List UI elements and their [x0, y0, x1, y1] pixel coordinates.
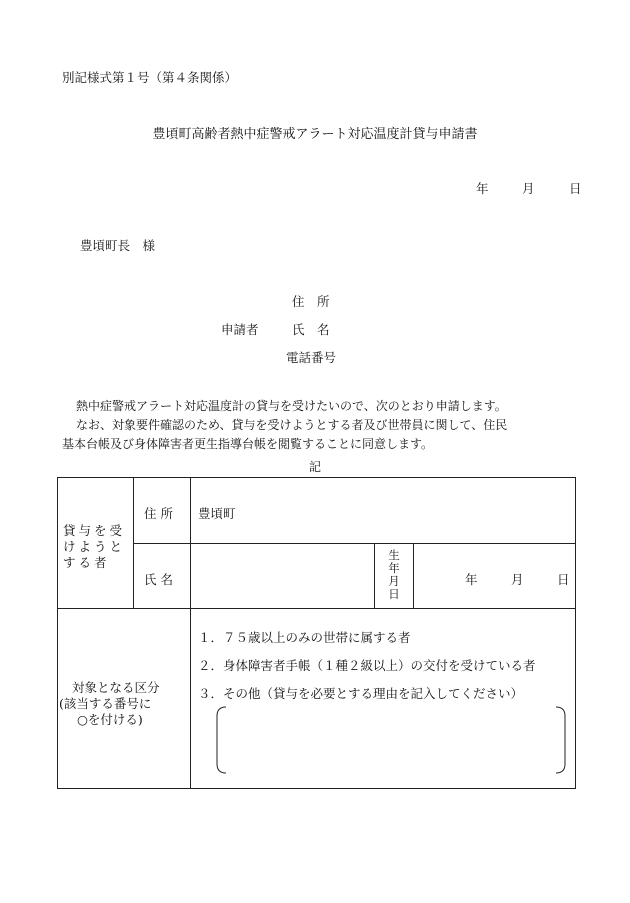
consent-line: なお、対象要件確認のため、貸与を受けようとする者及び世帯員に関して、住民 — [76, 418, 508, 432]
document-title: 豊頃町高齢者熱中症警戒アラート対応温度計貸与申請書 — [152, 127, 478, 142]
category-item-1[interactable]: １．７５歳以上のみの世帯に属する者 — [198, 630, 411, 645]
address-label: 住 所 — [144, 506, 173, 521]
applicant-phone-label: 電話番号 — [286, 350, 337, 365]
table-divider — [413, 543, 414, 609]
birth-day-label: 日 — [557, 572, 570, 587]
birthdate-label-char: 月 — [388, 574, 400, 588]
table-divider — [133, 543, 576, 544]
category-item-3[interactable]: ３．その他（貸与を必要とする理由を記入してください） — [198, 686, 524, 701]
addressee: 豊頃町長 様 — [80, 238, 156, 253]
category-label-line: ○を付ける) — [77, 712, 143, 727]
recipient-label-line: 貸与を受 — [63, 523, 126, 538]
address-value: 豊頃町 — [198, 506, 236, 521]
table-divider — [374, 543, 375, 609]
date-day-label: 日 — [569, 181, 582, 196]
birthdate-label-char: 年 — [388, 561, 400, 575]
date-year-label: 年 — [476, 181, 489, 196]
date-month-label: 月 — [522, 181, 535, 196]
reason-entry-bracket[interactable] — [214, 706, 568, 774]
category-label-line: 対象となる区分 — [72, 680, 160, 695]
birth-month-label: 月 — [511, 572, 524, 587]
table-divider — [57, 608, 576, 609]
birthdate-label-char: 生 — [388, 548, 400, 562]
applicant-name-label: 氏 名 — [292, 322, 330, 337]
consent-paragraph — [62, 397, 584, 454]
applicant-address-label: 住 所 — [292, 294, 330, 309]
consent-line: 熱中症警戒アラート対応温度計の貸与を受けたいので、次のとおり申請します。 — [76, 399, 507, 413]
form-number: 別記様式第１号（第４条関係） — [62, 70, 238, 85]
ki-marker: 記 — [308, 460, 321, 474]
applicant-label: 申請者 — [221, 322, 259, 337]
table-divider — [190, 477, 191, 789]
birthdate-label — [387, 549, 401, 601]
consent-line: 基本台帳及び身体障害者更生指導台帳を閲覧することに同意します。 — [62, 437, 434, 451]
recipient-label-line: する者 — [63, 555, 110, 570]
name-label: 氏 名 — [144, 572, 173, 587]
category-item-2[interactable]: ２．身体障害者手帳（１種２級以上）の交付を受けている者 — [198, 658, 536, 673]
birth-year-label: 年 — [465, 572, 478, 587]
category-label-line: (該当する番号に — [59, 696, 152, 711]
recipient-label-line: けようと — [63, 539, 126, 554]
application-date — [476, 179, 586, 197]
birthdate-label-char: 日 — [388, 587, 400, 601]
